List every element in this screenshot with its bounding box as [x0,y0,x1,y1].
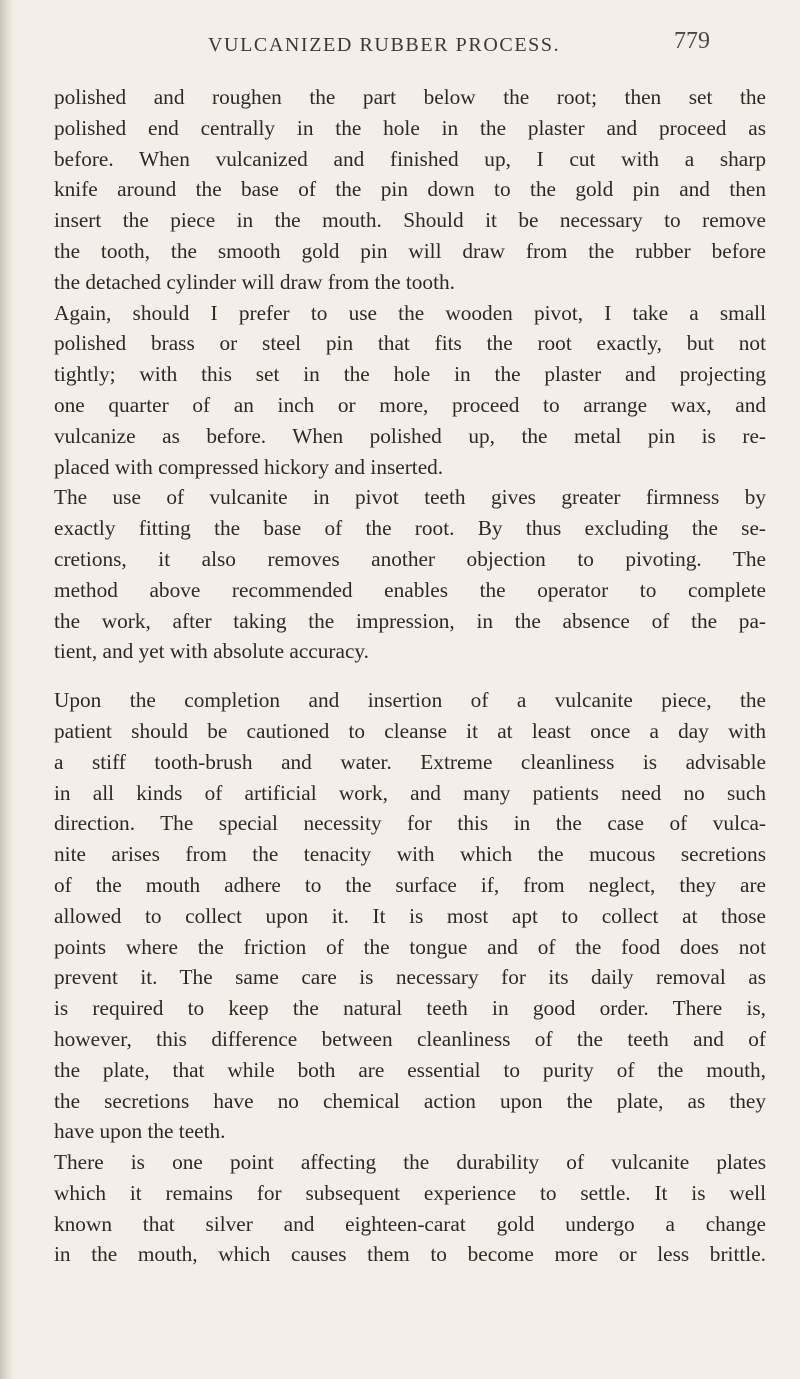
text-line: which it remains for subsequent experience to settle. It is well [54,1180,766,1205]
text-line: prevent it. The same care is necessary for its daily removal as [54,965,766,990]
text-line: however, this difference between cleanliness of the teeth and of [54,1026,766,1051]
text-line: polished and roughen the part below the root; then set the [54,85,766,109]
text-line: method above recommended enables the operator to complete [54,577,766,602]
text-line: tient, and yet with absolute accuracy. [54,639,369,664]
text-line: patient should be cautioned to cleanse it at least once a day with [54,718,766,743]
text-line: in the mouth, which causes them to become more or less brittle. [54,1242,766,1267]
text-line: The use of vulcanite in pivot teeth gives greater firmness by [54,485,766,510]
paragraph-gap [54,667,766,685]
text-line: knife around the base of the pin down to the gold pin and then [54,177,766,202]
running-head [0,28,800,64]
text-line: polished end centrally in the hole in the plaster and proceed as [54,115,766,140]
text-line: placed with compressed hickory and inserted. [54,454,444,479]
text-line: points where the friction of the tongue and of the food does not [54,934,766,959]
text-line: one quarter of an inch or more, proceed to arrange wax, and [54,392,766,417]
text-line: of the mouth adhere to the surface if, from neglect, they are [54,872,766,897]
text-line: polished brass or steel pin that fits the root exactly, but not [54,331,766,356]
text-line: Upon the completion and insertion of a vulcanite piece, the [54,688,766,713]
text-line: exactly fitting the base of the root. By thus excluding the se- [54,516,766,541]
paragraph [54,685,766,1147]
body-text [54,82,766,1270]
paragraph [54,82,766,298]
text-line: allowed to collect upon it. It is most apt to collect at those [54,903,766,928]
text-line: known that silver and eighteen-carat gold undergo a change [54,1211,766,1236]
paragraph [54,1147,766,1270]
text-line: vulcanize as before. When polished up, the metal pin is re- [54,423,766,448]
text-line: the tooth, the smooth gold pin will draw from the rubber before [54,238,766,263]
text-line: There is one point affecting the durability of vulcanite plates [54,1150,766,1175]
text-line: in all kinds of artificial work, and many patients need no such [54,780,766,805]
paragraph [54,482,766,667]
text-line: Again, should I prefer to use the wooden pivot, I take a small [54,300,766,325]
running-title: VULCANIZED RUBBER PROCESS. [208,34,561,56]
text-line: the secretions have no chemical action upon the plate, as they [54,1088,766,1113]
text-line: is required to keep the natural teeth in good order. There is, [54,996,766,1021]
text-line: the work, after taking the impression, in the absence of the pa- [54,608,766,633]
text-line: the detached cylinder will draw from the tooth. [54,269,455,294]
text-line: have upon the teeth. [54,1119,226,1144]
text-line: before. When vulcanized and finished up, I cut with a sharp [54,146,766,171]
text-line: direction. The special necessity for this in the case of vulca- [54,811,766,836]
text-line: cretions, it also removes another objection to pivoting. The [54,546,766,571]
text-line: insert the piece in the mouth. Should it be necessary to remove [54,208,766,233]
page-number: 779 [674,28,710,54]
paragraph [54,298,766,483]
text-line: tightly; with this set in the hole in the plaster and projecting [54,362,766,387]
text-line: nite arises from the tenacity with which the mucous secretions [54,842,766,867]
text-line: the plate, that while both are essential to purity of the mouth, [54,1057,766,1082]
page-edge-shadow [0,0,14,1379]
text-line: a stiff tooth-brush and water. Extreme cleanliness is advisable [54,749,766,774]
